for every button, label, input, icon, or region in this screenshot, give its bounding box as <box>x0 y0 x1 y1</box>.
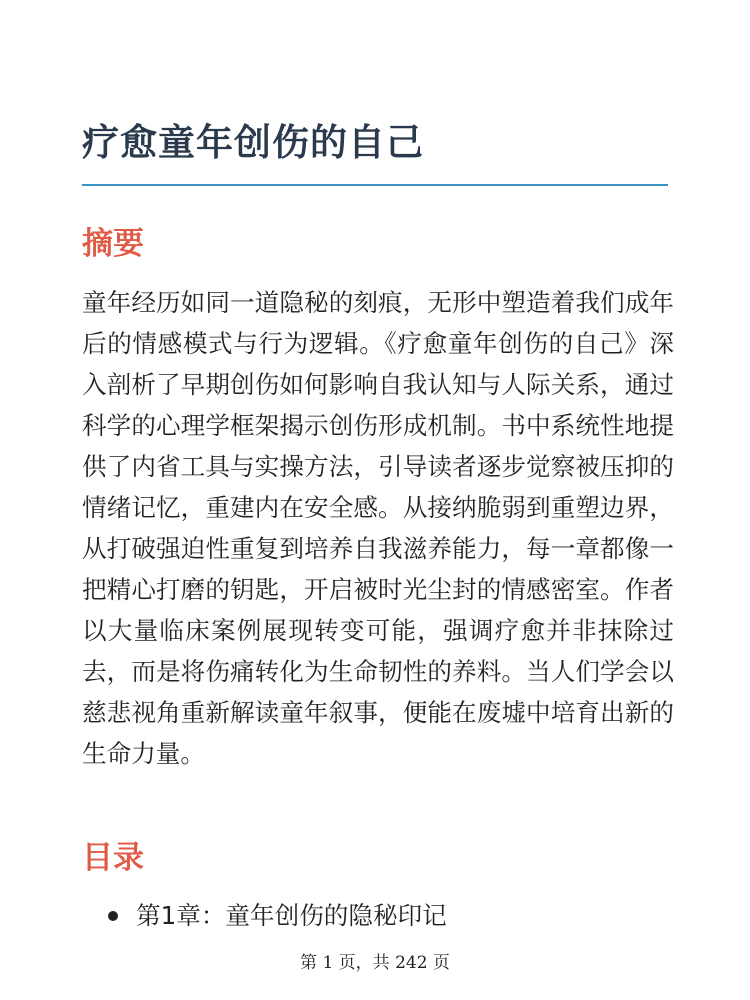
abstract-heading: 摘要 <box>82 226 144 262</box>
title-divider <box>82 184 668 186</box>
bullet-icon <box>108 911 118 921</box>
book-title: 疗愈童年创伤的自己 <box>82 121 424 164</box>
toc-list <box>108 897 447 935</box>
abstract-body: 童年经历如同一道隐秘的刻痕，无形中塑造着我们成年后的情感模式与行为逻辑。《疗愈童年创伤的自己》深入剖析了早期创伤如何影响自我认知与人际关系，通过科学的心理学框架揭示创伤形成机制。书中系统性地提供了内省工具与实操方法，引导读者逐步觉察被压抑的情绪记忆，重建内在安全感。从接纳脆弱到重塑边界，从打破强迫性重复到培养自我滋养能力，每一章都像一把精心打磨的钥匙，开启被时光尘封的情感密室。作者以大量临床案例展现转变可能，强调疗愈并非抹除过去，而是将伤痛转化为生命韧性的养料。当人们学会以慈悲视角重新解读童年叙事，便能在废墟中培育出新的生命力量。 <box>82 288 674 768</box>
toc-item[interactable] <box>108 897 447 935</box>
toc-heading: 目录 <box>82 840 144 876</box>
page-number-footer: 第 1 页，共 242 页 <box>300 953 450 973</box>
toc-item-label: 第1章：童年创伤的隐秘印记 <box>136 901 447 930</box>
